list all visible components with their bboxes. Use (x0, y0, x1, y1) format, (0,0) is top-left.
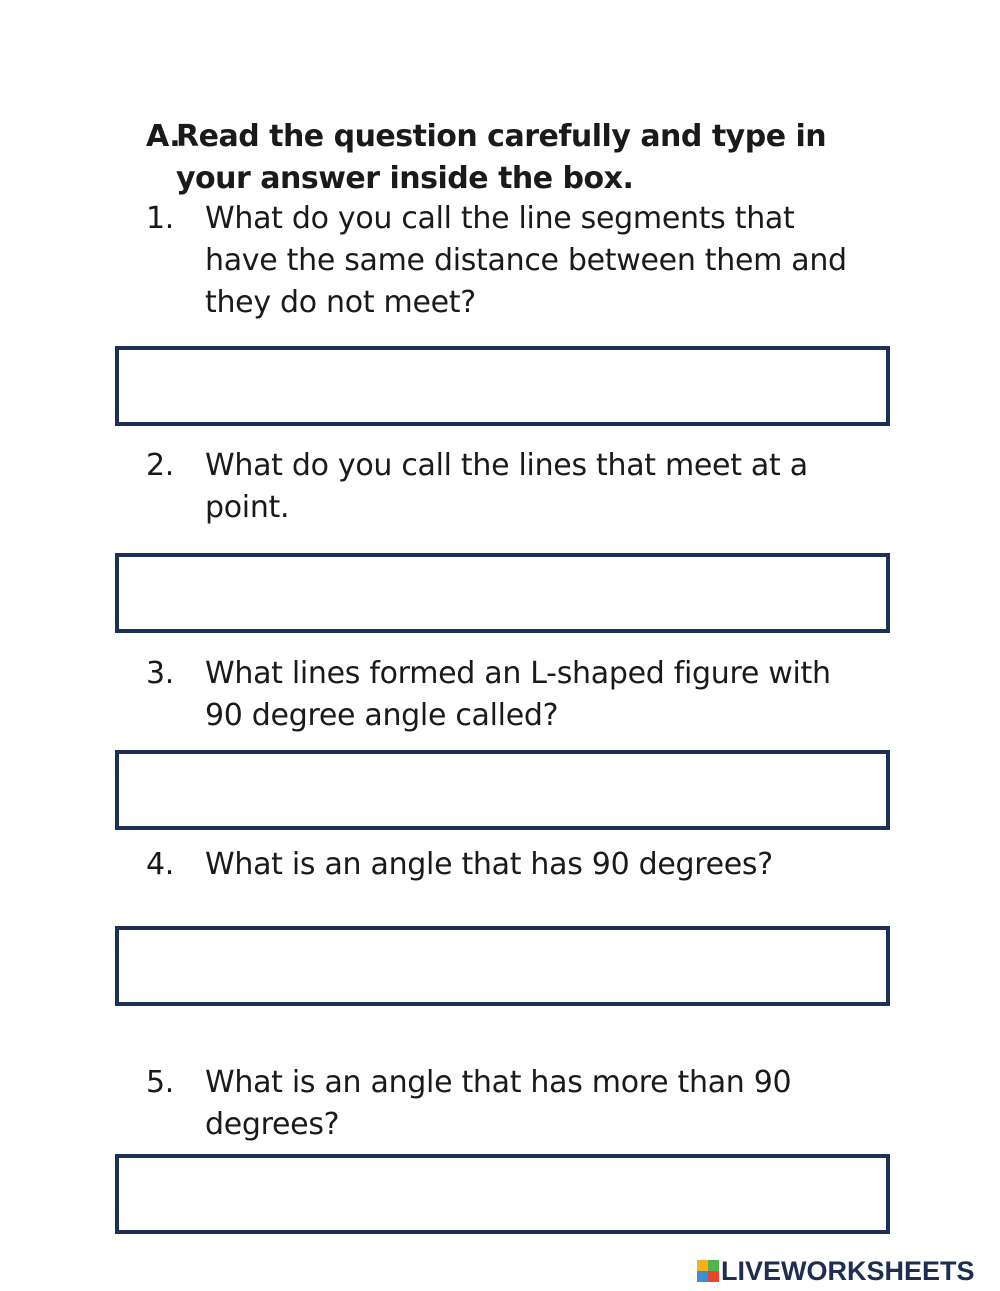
instruction-text: Read the question carefully and type in your answer inside the box. (176, 119, 827, 196)
answer-box-3[interactable] (115, 750, 890, 830)
question-number: 1. (146, 201, 175, 236)
liveworksheets-logo-icon (697, 1260, 719, 1282)
instruction (146, 116, 866, 200)
question-4 (146, 844, 876, 886)
answer-box-2[interactable] (115, 553, 890, 633)
answer-box-1[interactable] (115, 346, 890, 426)
instruction-label: A. (146, 119, 181, 154)
question-text: What is an angle that has 90 degrees? (205, 847, 773, 882)
answer-box-5[interactable] (115, 1154, 890, 1234)
question-3 (146, 653, 876, 737)
question-text: What do you call the lines that meet at a point. (205, 448, 808, 525)
question-5 (146, 1062, 876, 1146)
question-text: What is an angle that has more than 90 degrees? (205, 1065, 792, 1142)
question-text: What lines formed an L-shaped figure with 90 degree angle called? (205, 656, 831, 733)
question-number: 3. (146, 656, 175, 691)
question-1 (146, 198, 876, 324)
brand-name: LIVEWORKSHEETS (721, 1255, 975, 1286)
question-number: 5. (146, 1065, 175, 1100)
question-2 (146, 445, 876, 529)
answer-box-4[interactable] (115, 926, 890, 1006)
liveworksheets-brand (697, 1256, 975, 1286)
question-number: 4. (146, 847, 175, 882)
question-number: 2. (146, 448, 175, 483)
question-text: What do you call the line segments that have the same distance between them and they do not meet? (205, 201, 847, 320)
